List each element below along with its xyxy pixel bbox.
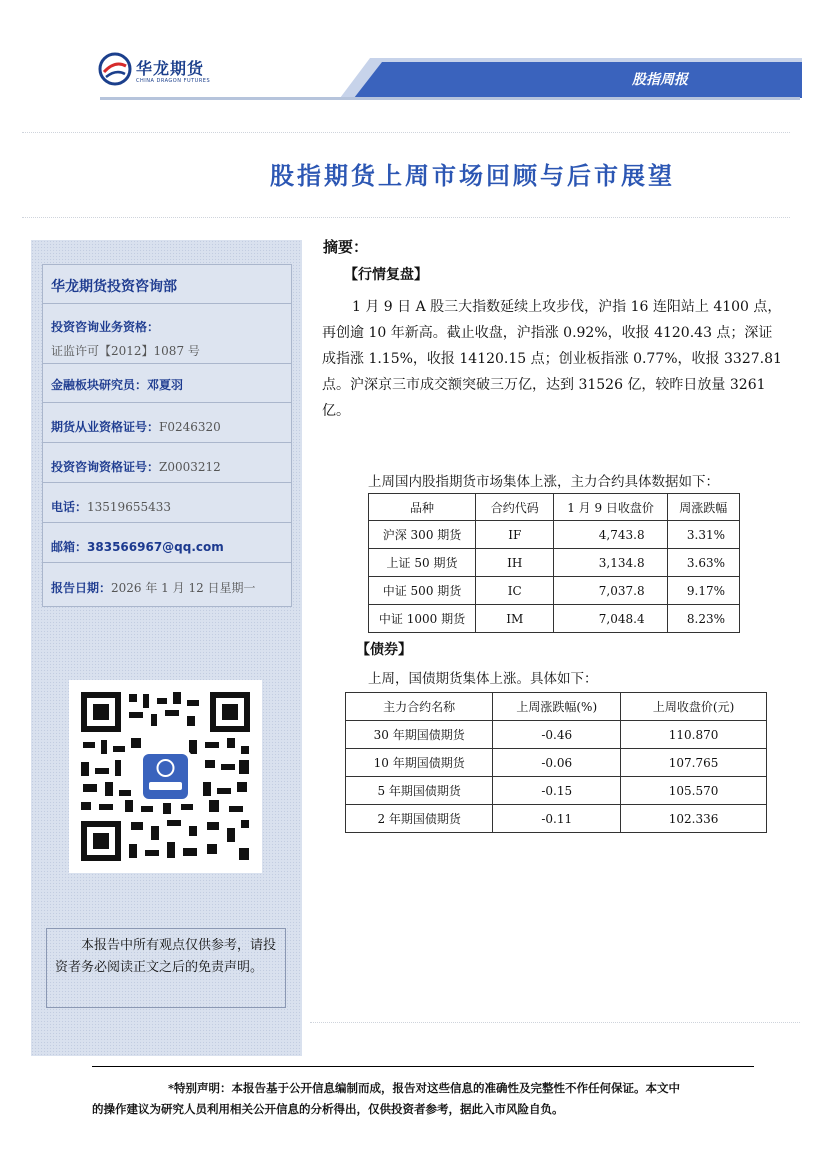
table-row bbox=[346, 721, 767, 749]
index-header-cell: 合约代码 bbox=[476, 494, 554, 521]
index-cell: 3,134.8 bbox=[554, 549, 667, 577]
index-cell: 8.23% bbox=[667, 605, 739, 633]
brand-subtitle: CHINA DRAGON FUTURES bbox=[136, 78, 211, 84]
bond-cell: 30 年期国债期货 bbox=[346, 721, 493, 749]
bond-cell: 5 年期国债期货 bbox=[346, 777, 493, 805]
bond-cell: 10 年期国债期货 bbox=[346, 749, 493, 777]
header-banner bbox=[340, 58, 802, 98]
bond-cell: -0.06 bbox=[493, 749, 621, 777]
index-cell: 9.17% bbox=[667, 577, 739, 605]
content-divider bbox=[310, 1022, 800, 1023]
sidebar-disclaimer-text: 本报告中所有观点仅供参考，请投资者务必阅读正文之后的免责声明。 bbox=[55, 938, 277, 975]
index-cell: 中证 1000 期货 bbox=[369, 605, 476, 633]
bond-futures-table bbox=[345, 692, 767, 833]
researcher: 金融板块研究员：邓夏羽 bbox=[51, 378, 184, 392]
info-org-row bbox=[43, 265, 291, 304]
table-row bbox=[369, 549, 740, 577]
table-row bbox=[369, 521, 740, 549]
bond-cell: 102.336 bbox=[621, 805, 767, 833]
email-label: 邮箱： bbox=[51, 540, 88, 554]
index-header-cell: 品种 bbox=[369, 494, 476, 521]
futures-cert-label: 期货从业资格证号： bbox=[51, 420, 160, 434]
index-cell: 上证 50 期货 bbox=[369, 549, 476, 577]
index-cell: 3.63% bbox=[667, 549, 739, 577]
qualification-value: 证监许可【2012】1087 号 bbox=[51, 344, 200, 358]
index-cell: 3.31% bbox=[667, 521, 739, 549]
index-table-header bbox=[369, 494, 740, 521]
table-row bbox=[346, 805, 767, 833]
bond-table-header bbox=[346, 693, 767, 721]
table-row bbox=[369, 605, 740, 633]
email-value[interactable]: 383566967@qq.com bbox=[87, 540, 224, 554]
brand-logo-icon bbox=[98, 52, 132, 86]
index-cell: 沪深 300 期货 bbox=[369, 521, 476, 549]
bond-cell: -0.15 bbox=[493, 777, 621, 805]
market-review-heading: 【行情复盘】 bbox=[344, 267, 428, 283]
table-row bbox=[346, 749, 767, 777]
phone-value: 13519655433 bbox=[87, 500, 171, 514]
table-row bbox=[369, 577, 740, 605]
market-review-text: 1 月 9 日 A 股三大指数延续上攻步伐，沪指 16 连阳站上 4100 点，再创逾 10 年新高。截止收盘，沪指涨 0.92%，收报 4120.43 点；深证成指涨 1.15%，收报 14120.15 点；创业板指涨 0.77%，收报 3327.81 点。沪深京三市成交额突破三万亿，达到 31526 亿，较昨日放量 3261 亿。 bbox=[322, 299, 782, 419]
index-cell: 4,743.8 bbox=[554, 521, 667, 549]
bond-cell: 2 年期国债期货 bbox=[346, 805, 493, 833]
org-name: 华龙期货投资咨询部 bbox=[51, 279, 177, 295]
bond-cell: 107.765 bbox=[621, 749, 767, 777]
summary-heading: 摘要： bbox=[323, 238, 369, 256]
brand-name: 华龙期货 bbox=[136, 59, 205, 78]
index-table-intro: 上周国内股指期货市场集体上涨，主力合约具体数据如下： bbox=[368, 474, 719, 490]
info-advisory-cert-row bbox=[43, 443, 291, 483]
date-label: 报告日期： bbox=[51, 581, 112, 595]
page-title: 股指期货上周市场回顾与后市展望 bbox=[270, 161, 675, 190]
sidebar-disclaimer bbox=[46, 928, 286, 1008]
index-header-cell: 周涨跌幅 bbox=[667, 494, 739, 521]
info-researcher-row bbox=[43, 364, 291, 403]
bond-table-intro: 上周，国债期货集体上涨。具体如下： bbox=[368, 671, 598, 687]
index-cell: IF bbox=[476, 521, 554, 549]
footer-line-2: 的操作建议为研究人员利用相关公开信息的分析得出，仅供投资者参考，据此入市风险自负。 bbox=[92, 1102, 564, 1116]
index-cell: 中证 500 期货 bbox=[369, 577, 476, 605]
table-row bbox=[346, 777, 767, 805]
index-cell: IC bbox=[476, 577, 554, 605]
info-email-row bbox=[43, 523, 291, 563]
index-cell: IH bbox=[476, 549, 554, 577]
footer-disclaimer bbox=[92, 1078, 756, 1120]
futures-cert-value: F0246320 bbox=[159, 420, 221, 434]
advisory-cert-value: Z0003212 bbox=[159, 460, 221, 474]
report-type-label: 股指周报 bbox=[632, 72, 688, 88]
advisory-cert-label: 投资咨询资格证号： bbox=[51, 460, 160, 474]
footer-line-1: *特别声明：本报告基于公开信息编制而成，报告对这些信息的准确性及完整性不作任何保证。本文中 bbox=[167, 1081, 680, 1095]
bond-header-cell: 上周涨跌幅(%) bbox=[493, 693, 621, 721]
index-cell: IM bbox=[476, 605, 554, 633]
index-futures-table bbox=[368, 493, 740, 633]
index-cell: 7,048.4 bbox=[554, 605, 667, 633]
date-value: 2026 年 1 月 12 日星期一 bbox=[111, 581, 256, 595]
info-qualification-row bbox=[43, 304, 291, 364]
footer-divider bbox=[92, 1066, 754, 1067]
index-cell: 7,037.8 bbox=[554, 577, 667, 605]
qualification-label: 投资咨询业务资格： bbox=[51, 320, 160, 334]
header-divider bbox=[100, 97, 800, 100]
bond-header-cell: 主力合约名称 bbox=[346, 693, 493, 721]
bond-cell: 110.870 bbox=[621, 721, 767, 749]
phone-label: 电话： bbox=[51, 500, 88, 514]
bond-cell: -0.46 bbox=[493, 721, 621, 749]
bond-header-cell: 上周收盘价(元) bbox=[621, 693, 767, 721]
bond-cell: 105.570 bbox=[621, 777, 767, 805]
bond-heading: 【债券】 bbox=[356, 642, 412, 658]
qr-code-icon bbox=[69, 680, 262, 873]
index-header-cell: 1 月 9 日收盘价 bbox=[554, 494, 667, 521]
contact-info-box bbox=[42, 264, 292, 607]
info-futures-cert-row bbox=[43, 403, 291, 443]
info-phone-row bbox=[43, 483, 291, 523]
bond-cell: -0.11 bbox=[493, 805, 621, 833]
info-date-row bbox=[43, 563, 291, 605]
